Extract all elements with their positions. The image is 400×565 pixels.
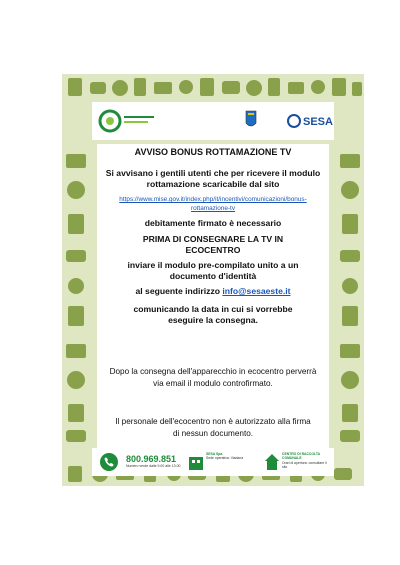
send-text: inviare il modulo pre-compilato unito a un documento d'identità xyxy=(127,260,299,281)
phone-number: 800.969.851 xyxy=(126,454,177,464)
footer-bar xyxy=(92,448,334,476)
sesa-logo-icon xyxy=(286,109,334,133)
phone-note: Numero verde dalle 9.00 alle 13.00 xyxy=(126,464,181,468)
ecocentre-home-icon xyxy=(264,453,280,471)
address-line xyxy=(101,286,325,297)
before-text: PRIMA DI CONSEGNARE LA TV IN ECOCENTRO xyxy=(142,234,284,255)
municipality-crest-icon xyxy=(244,108,284,136)
notice-title: AVVISO BONUS ROTTAMAZIONE TV xyxy=(134,147,292,157)
company-building-icon xyxy=(188,453,204,471)
recycling-logo-icon xyxy=(98,108,158,134)
signed-text: debitamente firmato è necessario xyxy=(144,218,282,228)
ecocentre-info xyxy=(282,452,332,469)
after-text: Dopo la consegna dell'apparecchio in ecocentro perverrà via email il modulo controfirmato. xyxy=(109,367,317,388)
phone-icon xyxy=(98,452,120,472)
intro-text: Si avvisano i gentili utenti che per ricevere il modulo rottamazione scaricabile dal sito xyxy=(105,168,321,189)
ecocentre-title: CENTRO DI RACCOLTA COMUNALE xyxy=(282,452,320,461)
svg-text:SESA: SESA xyxy=(303,116,333,128)
header-bar xyxy=(92,102,334,140)
address-label: al seguente indirizzo xyxy=(135,286,221,296)
staff-text: Il personale dell'ecocentro non è autorizzato alla firma di nessun documento. xyxy=(115,417,311,438)
notice-poster xyxy=(62,74,364,486)
ecocentre-hours: Orari di apertura: consultare il sito xyxy=(282,460,327,469)
company-name: SESA Spa xyxy=(206,452,223,456)
company-info xyxy=(206,452,262,461)
notice-body xyxy=(97,144,329,466)
email-link[interactable]: info@sesaeste.it xyxy=(222,286,291,296)
communicate-text: comunicando la data in cui si vorrebbe eseguire la consegna. xyxy=(133,304,293,325)
mise-link[interactable]: https://www.mise.gov.it/index.php/it/incentivi/comunicazioni/bonus-rottamazione-tv xyxy=(119,196,307,212)
company-address: Sede operativa: Viadana xyxy=(206,456,244,461)
